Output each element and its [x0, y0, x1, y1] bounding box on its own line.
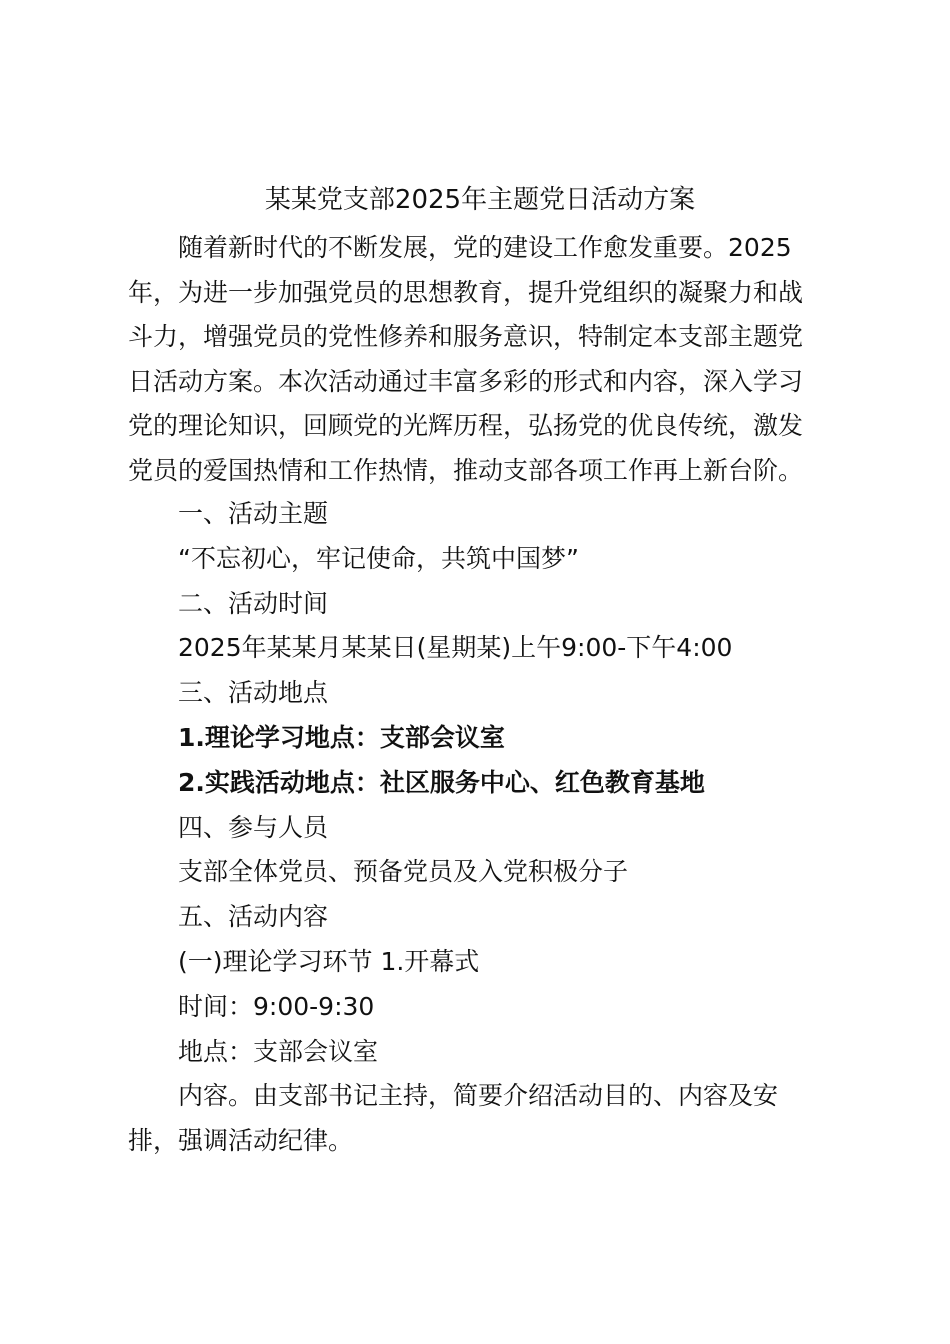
content-time: 时间：9:00-9:30 — [178, 991, 375, 1021]
intro-line: 党的理论知识，回顾党的光辉历程，弘扬党的优良传统，激发 — [128, 411, 804, 440]
section-heading-time: 二、活动时间 — [178, 588, 329, 618]
sections — [128, 492, 828, 1164]
time-text: 2025年某某月某某日(星期某)上午9:00-下午4:00 — [178, 633, 733, 663]
document-title: 某某党支部2025年主题党日活动方案 — [264, 185, 696, 215]
intro-paragraph — [128, 226, 828, 493]
theme-text: “不忘初心，牢记使命，共筑中国梦” — [178, 543, 579, 573]
participants-text: 支部全体党员、预备党员及入党积极分子 — [178, 857, 629, 887]
intro-line: 日活动方案。本次活动通过丰富多彩的形式和内容，深入学习 — [128, 366, 804, 396]
section-heading-theme: 一、活动主题 — [178, 499, 329, 528]
content-subheading: (一)理论学习环节 1.开幕式 — [178, 946, 480, 976]
location-item-theory: 1.理论学习地点：支部会议室 — [178, 722, 505, 752]
intro-line: 年，为进一步加强党员的思想教育，提升党组织的凝聚力和战 — [128, 277, 804, 307]
content-description-continued: 排，强调活动纪律。 — [128, 1126, 354, 1156]
content-description: 内容。由支部书记主持，简要介绍活动目的、内容及安 — [178, 1081, 779, 1111]
intro-line: 随着新时代的不断发展，党的建设工作愈发重要。2025 — [178, 233, 792, 262]
section-heading-participants: 四、参与人员 — [178, 812, 329, 842]
intro-line: 党员的爱国热情和工作热情，推动支部各项工作再上新台阶。 — [128, 455, 804, 485]
intro-line: 斗力，增强党员的党性修养和服务意识，特制定本支部主题党 — [128, 322, 804, 351]
section-heading-location: 三、活动地点 — [178, 678, 329, 708]
section-heading-content: 五、活动内容 — [178, 902, 329, 932]
location-item-practice: 2.实践活动地点：社区服务中心、红色教育基地 — [178, 767, 705, 797]
content-place: 地点：支部会议室 — [178, 1036, 379, 1066]
